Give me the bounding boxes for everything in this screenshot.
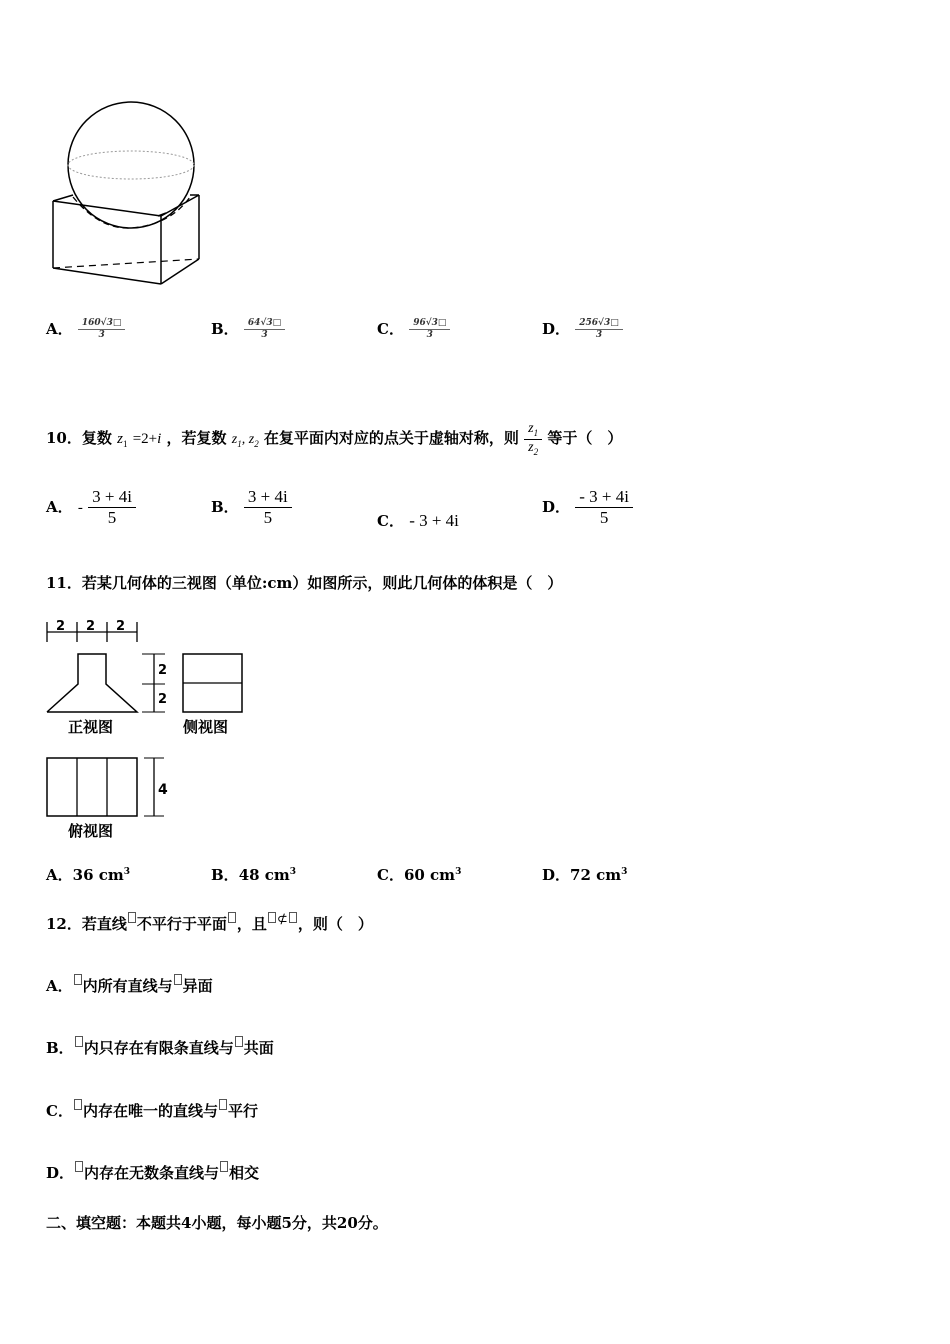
q9-option-c[interactable]: C． $\frac{96√3□}{3}$ (377, 318, 450, 341)
q10-option-c-value: - 3 + 4i (409, 511, 459, 530)
top-view-label: 俯视图 (68, 822, 114, 840)
q11-option-b[interactable]: B．48 $cm^3$ (211, 866, 297, 884)
dim-top-3: 2 (116, 619, 126, 634)
q9-option-a-value: $\frac{160√3□}{3}$ (78, 319, 125, 341)
q10-option-d[interactable]: D． $\frac{- 3 + 4i}{5}$ (542, 488, 633, 528)
q10-option-a[interactable]: A． - $\frac{3 + 4i}{5}$ (46, 488, 136, 528)
front-view-label: 正视图 (68, 718, 114, 736)
q10-option-d-value: $\frac{- 3 + 4i}{5}$ (575, 488, 633, 528)
sphere-prism-figure (40, 95, 220, 295)
three-view-figure (40, 612, 260, 847)
q12-option-c[interactable]: C． 内存在唯一的直线与 平行 (46, 1099, 258, 1121)
q11-option-d[interactable]: D．72 $cm^3$ (542, 866, 628, 884)
q9-option-d-value: $\frac{256√3□}{3}$ (575, 319, 622, 341)
dim-top-1: 2 (56, 619, 66, 634)
q10-option-b[interactable]: B． $\frac{3 + 4i}{5}$ (211, 488, 292, 528)
q9-option-c-value: $\frac{96√3□}{3}$ (409, 319, 450, 341)
dim-front-upper: 2 (158, 663, 168, 678)
dim-top-view: 4 (158, 782, 168, 798)
q11-option-a[interactable]: A．36 $cm^3$ (46, 866, 131, 884)
dim-front-lower: 2 (158, 692, 168, 707)
q12-option-a[interactable]: A． 内所有直线与 异面 (46, 974, 213, 996)
q10-option-c[interactable]: C． - 3 + 4i (377, 511, 459, 530)
q12-option-d[interactable]: D． 内存在无数条直线与 相交 (46, 1161, 259, 1183)
side-view-label: 侧视图 (183, 718, 229, 736)
q12-stem: 12．若直线 不平行于平面 ，且 ⊄ ，则（ ） (46, 911, 373, 933)
placeholder-glyph (289, 912, 297, 923)
placeholder-glyph (128, 912, 136, 923)
q9-option-b-value: $\frac{64√3□}{3}$ (244, 319, 285, 341)
q10-stem: 10．复数 $z_1 =2+i$ ，若复数 $z_1$, $z_2$ 在复平面内对应的点关于虚轴对称，则 $\frac{z_1}{z_2}$ 等于（ ） (46, 420, 623, 457)
q11-stem: 11．若某几何体的三视图（单位:cm）如图所示，则此几何体的体积是（ ） (46, 574, 563, 592)
placeholder-glyph (228, 912, 236, 923)
q10-fraction: $\frac{z_1}{z_2}$ (524, 421, 542, 457)
q10-option-b-value: $\frac{3 + 4i}{5}$ (244, 488, 292, 528)
placeholder-glyph (268, 912, 276, 923)
q12-option-b[interactable]: B． 内只存在有限条直线与 共面 (46, 1036, 274, 1058)
dim-top-2: 2 (86, 619, 96, 634)
q9-option-d[interactable]: D． $\frac{256√3□}{3}$ (542, 318, 623, 341)
q9-option-b[interactable]: B． $\frac{64√3□}{3}$ (211, 318, 285, 341)
q10-option-a-value: $\frac{3 + 4i}{5}$ (88, 488, 136, 528)
section-2-heading: 二、填空题：本题共4小题，每小题5分，共20分。 (46, 1214, 388, 1232)
q9-option-a[interactable]: A． $\frac{160√3□}{3}$ (46, 318, 125, 341)
q11-option-c[interactable]: C．60 $cm^3$ (377, 866, 462, 884)
